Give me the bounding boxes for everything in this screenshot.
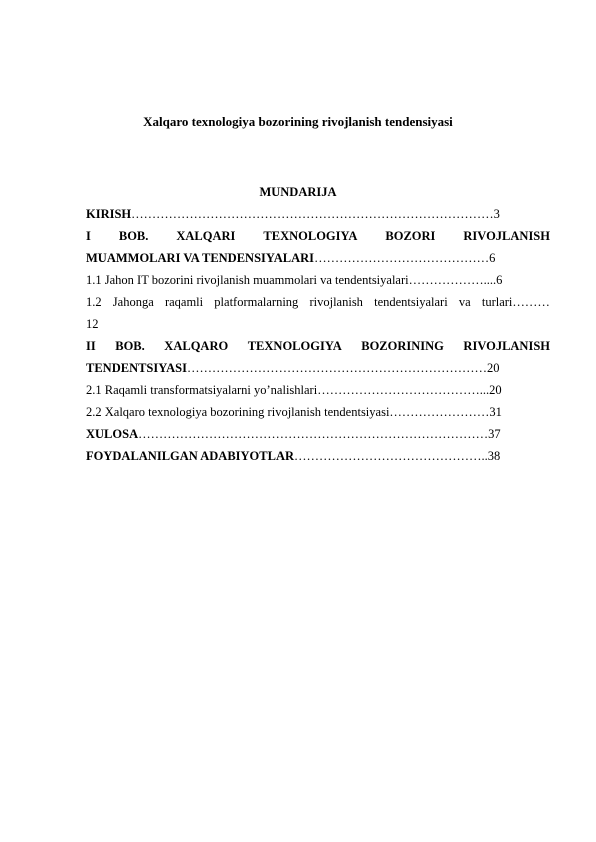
toc-entry-chapter-2-line-1 — [86, 335, 550, 357]
document-title: Xalqaro texnologiya bozorining rivojlanish tendensiyasi — [143, 114, 453, 129]
toc-word: I — [86, 229, 91, 243]
toc-word: rivojlanish — [309, 295, 363, 309]
toc-entry-label: 1.1 Jahon IT bozorini rivojlanish muammolari va tendentsiyalari — [86, 273, 409, 287]
toc-heading: MUNDARIJA — [259, 185, 337, 199]
toc-word: 1.2 — [86, 295, 102, 309]
toc-entry-label: MUAMMOLARI VA TENDENSIYALARI — [86, 251, 315, 265]
toc-leader: …………………………………………………………………………… — [131, 207, 494, 221]
toc-word: BOB. — [118, 229, 149, 243]
toc-word: tendentsiyalari — [374, 295, 448, 309]
table-of-contents — [86, 203, 550, 467]
toc-leader: ……………………………………….. — [294, 449, 488, 463]
toc-entry-kirish — [86, 203, 550, 225]
toc-word: TEXNOLOGIYA — [263, 229, 358, 243]
toc-word: XALQARO — [164, 339, 229, 353]
toc-entry-label: 2.2 Xalqaro texnologiya bozorining rivojlanish tendentsiyasi — [86, 405, 390, 419]
toc-entry-section-2-2 — [86, 401, 550, 423]
toc-word: TEXNOLOGIYA — [247, 339, 342, 353]
toc-word: XALQARI — [176, 229, 236, 243]
toc-word: raqamli — [164, 295, 204, 309]
toc-entry-label: 2.1 Raqamli transformatsiyalarni yo’nalishlari — [86, 383, 318, 397]
toc-entry-section-1-1 — [86, 269, 550, 291]
toc-leader: …………………… — [389, 405, 490, 419]
toc-entry-section-1-2-line-1 — [86, 291, 550, 313]
toc-leader: …………………………………... — [317, 383, 490, 397]
toc-entry-label: FOYDALANILGAN ADABIYOTLAR — [86, 449, 295, 463]
toc-page-number: 6 — [496, 273, 503, 287]
toc-entry-section-1-2-line-2 — [86, 313, 550, 335]
toc-entry-foydalanilgan-adabiyotlar — [86, 445, 550, 467]
toc-word: II — [86, 339, 96, 353]
toc-page-number: 3 — [493, 207, 500, 221]
toc-page-number: 31 — [489, 405, 502, 419]
toc-entry-label: TENDENTSIYASI — [86, 361, 187, 375]
toc-entry-label: XULOSA — [86, 427, 139, 441]
toc-word: turlari……… — [481, 295, 550, 309]
toc-page-number: 37 — [488, 427, 501, 441]
toc-entry-chapter-2-line-2 — [86, 357, 550, 379]
toc-word: BOB. — [115, 339, 145, 353]
toc-word: RIVOJLANISH — [463, 229, 550, 243]
toc-page-number: 38 — [487, 449, 501, 463]
toc-word: platformalarning — [214, 295, 299, 309]
toc-entry-xulosa — [86, 423, 550, 445]
toc-word: BOZORINING — [361, 339, 444, 353]
toc-entry-chapter-1-line-1 — [86, 225, 550, 247]
toc-entry-chapter-1-line-2 — [86, 247, 550, 269]
toc-word: BOZORI — [385, 229, 436, 243]
toc-entry-label: KIRISH — [86, 207, 132, 221]
toc-page-number: 12 — [86, 317, 99, 331]
toc-word: Jahonga — [112, 295, 154, 309]
toc-leader: …………………………………… — [314, 251, 490, 265]
toc-leader: ………………………………………………………………………… — [138, 427, 489, 441]
toc-word: va — [458, 295, 471, 309]
toc-page-number: 6 — [489, 251, 496, 265]
toc-page-number: 20 — [489, 383, 502, 397]
toc-word: RIVOJLANISH — [463, 339, 550, 353]
toc-page-number: 20 — [486, 361, 500, 375]
toc-entry-section-2-1 — [86, 379, 550, 401]
toc-leader: ……………………………………………………………… — [186, 361, 487, 375]
toc-leader: ……………….... — [408, 273, 497, 287]
